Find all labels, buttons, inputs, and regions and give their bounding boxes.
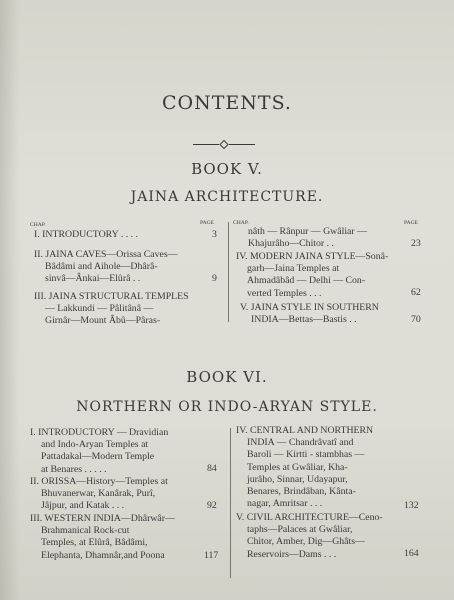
entry-line: Khajurâho—Chitor . .: [248, 238, 334, 250]
entry-line: Brahmanical Rock-cut: [41, 525, 130, 537]
entry-line: garh—Jaina Temples at: [247, 263, 340, 275]
toc-entry: [236, 512, 416, 561]
entry-line: taphs—Palaces at Gwâliar,: [247, 524, 353, 536]
toc-entry: [30, 476, 220, 513]
toc-entry: [248, 226, 418, 250]
entry-line: jurâho, Sinnar, Udayapur,: [247, 473, 348, 485]
toc-entry: [34, 229, 222, 241]
entry-line: Bhuvanerwar, Kanârak, Purî,: [41, 488, 156, 500]
entry-line: Chitor, Amber, Dig—Ghâts—: [247, 536, 365, 548]
entry-line: IV. MODERN JAINA STYLE—Sonâ-: [236, 251, 389, 262]
page-number: 62: [411, 287, 421, 298]
page-number: 3: [212, 229, 217, 240]
entry-line: IV. CENTRAL AND NORTHERN: [236, 425, 374, 436]
page-label-left: PAGE: [200, 220, 215, 226]
entry-line: at Benares . . . . .: [41, 463, 107, 475]
entry-line: V. JAINA STYLE IN SOUTHERN: [240, 302, 379, 313]
entry-line: Temples at Gwâliar, Kha-: [247, 461, 348, 473]
toc-entry: [30, 427, 220, 476]
chap-label-left: CHAP.: [30, 222, 46, 228]
entry-line: III. JAINA STRUCTURAL TEMPLES: [34, 291, 189, 302]
page-label-right: PAGE: [404, 220, 419, 226]
entry-line: Reservoirs—Dams . . .: [247, 548, 337, 560]
page-number: 70: [411, 314, 421, 325]
entry-line: Ahmadâbâd — Delhi — Con-: [247, 275, 366, 287]
page-number: 164: [404, 548, 419, 559]
chap-label-right: CHAP.: [233, 220, 249, 226]
column-divider: [230, 428, 231, 578]
page-number: 92: [207, 500, 217, 511]
toc-entry: [240, 302, 416, 326]
entry-line: Jâjpur, and Katak . . .: [41, 500, 125, 512]
page-number: 9: [212, 273, 217, 284]
entry-line: nâth — Rânpur — Gwâliar —: [248, 226, 367, 237]
entry-line: Pattadakal—Modern Temple: [41, 451, 155, 463]
entry-line: II. JAINA CAVES—Orissa Caves—: [34, 249, 178, 260]
toc-entry: [34, 249, 222, 286]
toc-entry: [236, 251, 416, 300]
entry-line: V. CIVIL ARCHITECTURE—Ceno-: [236, 512, 383, 523]
page-number: 117: [204, 550, 219, 561]
entry-line: I. INTRODUCTORY . . . .: [34, 229, 138, 240]
entry-line: verted Temples . . .: [247, 287, 322, 299]
entry-line: Elephanta, Dhamnâr,and Poona: [41, 549, 165, 561]
page-number: 132: [404, 500, 419, 511]
ornamental-rule: [193, 140, 255, 149]
entry-line: Baroli — Kirtti - stambhas —: [247, 449, 365, 461]
entry-line: II. ORISSA—History—Temples at: [30, 476, 168, 487]
book-vi-title: BOOK VI.: [186, 368, 268, 386]
entry-line: I. INTRODUCTORY — Dravidian: [30, 427, 169, 438]
toc-entry: [236, 425, 416, 510]
entry-line: INDIA — Chandrâvatî and: [247, 437, 354, 449]
toc-entry: [34, 291, 222, 328]
entry-line: — Lakkundi — Pâlitânâ —: [45, 303, 154, 315]
column-divider: [228, 222, 229, 322]
entry-line: and Indo-Aryan Temples at: [41, 439, 149, 451]
entry-line: Bâdâmi and Aihole—Dhârâ-: [45, 261, 158, 273]
book-vi-subtitle: NORTHERN OR INDO-ARYAN STYLE.: [76, 399, 378, 415]
book-v-subtitle: JAINA ARCHITECTURE.: [130, 189, 324, 205]
entry-line: INDIA—Bettas—Bastis . .: [251, 314, 357, 326]
book-v-title: BOOK V.: [191, 160, 263, 178]
entry-line: sinvâ—Ânkai—Elûrâ . .: [45, 273, 141, 285]
page-number: 84: [207, 463, 217, 474]
entry-line: Benares, Brindâban, Kânta-: [247, 485, 356, 497]
page-number: 23: [411, 238, 421, 249]
contents-title: CONTENTS.: [162, 92, 292, 114]
entry-line: nagar, Amritsar . . .: [247, 498, 323, 510]
toc-entry: [30, 513, 226, 562]
page-shadow: [0, 0, 20, 600]
entry-line: Girnâr—Mount Âbû—Pâras-: [45, 315, 161, 327]
entry-line: III. WESTERN INDIA—Dhârwâr—: [30, 513, 175, 524]
entry-line: Temples, at Elûrâ, Bâdâmi,: [41, 537, 148, 549]
